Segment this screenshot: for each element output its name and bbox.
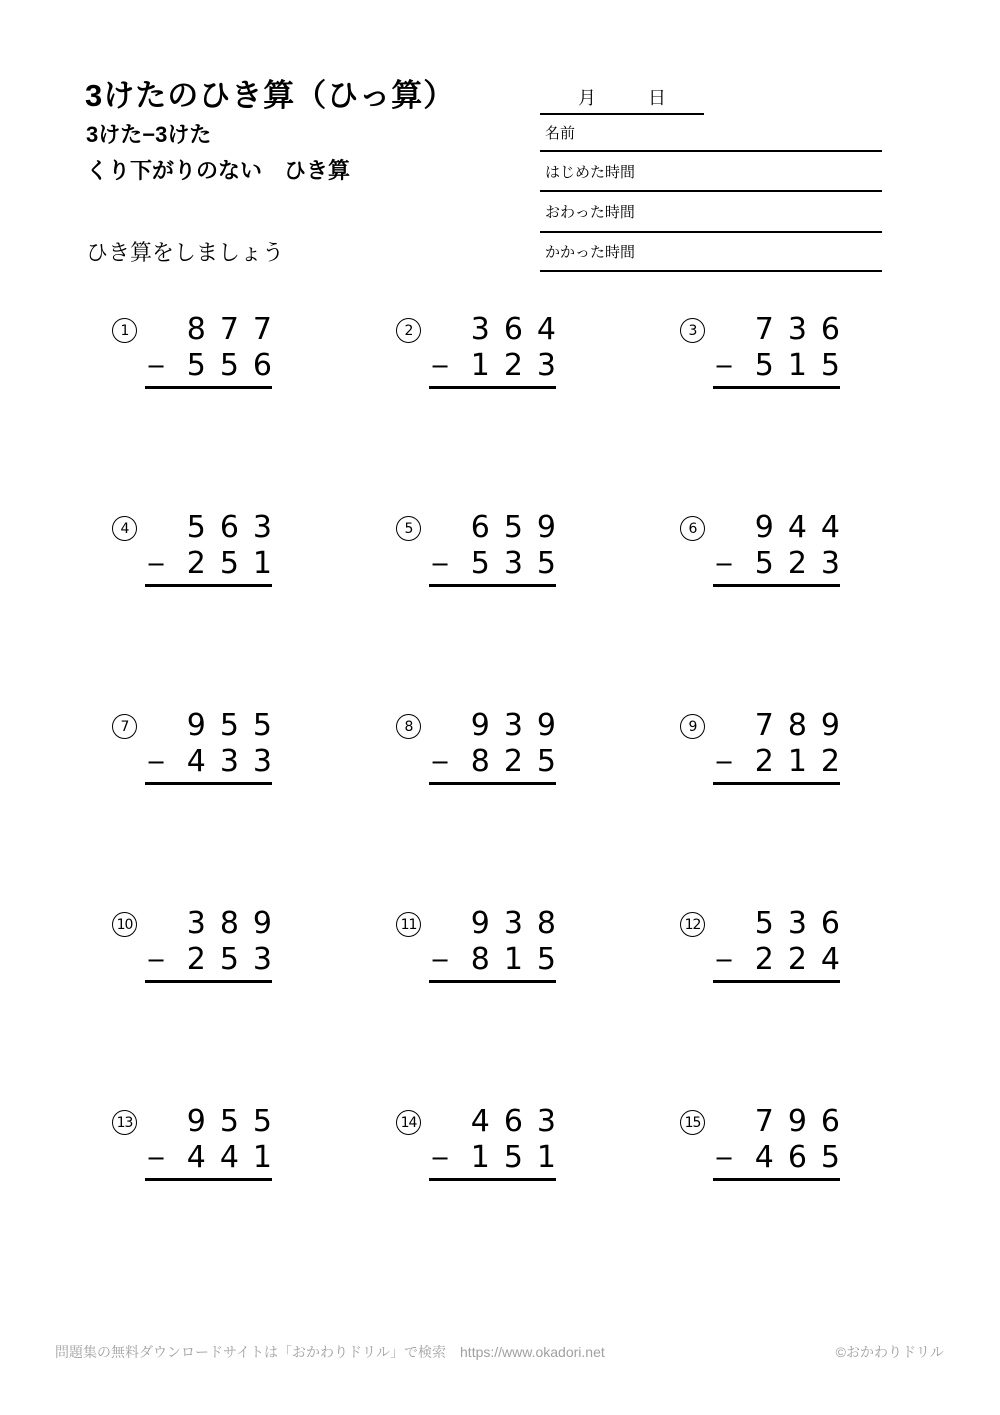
minus-operator: −	[714, 748, 735, 776]
subtrahend: 212	[754, 744, 854, 779]
elapsed-time-label: かかった時間	[545, 244, 636, 261]
problem-number-badge: 8	[396, 714, 421, 739]
problem-cell-9	[674, 708, 958, 906]
minus-operator: −	[146, 946, 167, 974]
minuend: 389	[186, 906, 286, 941]
subtrahend: 224	[754, 942, 854, 977]
worksheet-subtitle-type: くり下がりのない ひき算	[86, 158, 351, 183]
minuend: 877	[186, 312, 286, 347]
minuend: 364	[470, 312, 570, 347]
answer-line	[145, 980, 272, 983]
subtrahend: 556	[186, 348, 286, 383]
subtrahend: 251	[186, 546, 286, 581]
problem-number-badge: 10	[112, 912, 137, 937]
problem-number-badge: 4	[112, 516, 137, 541]
answer-line	[429, 980, 556, 983]
minuend: 955	[186, 1104, 286, 1139]
minus-operator: −	[146, 748, 167, 776]
subtrahend: 123	[470, 348, 570, 383]
answer-line	[429, 1178, 556, 1181]
minuend: 944	[754, 510, 854, 545]
start-time-label: はじめた時間	[545, 163, 636, 181]
subtrahend: 465	[754, 1140, 854, 1175]
problem-number-badge: 13	[112, 1110, 137, 1135]
worksheet-title: 3けたのひき算（ひっ算）	[85, 78, 456, 113]
answer-line	[713, 584, 840, 587]
problem-number-badge: 3	[680, 318, 705, 343]
minuend: 938	[470, 906, 570, 941]
problem-number-badge: 5	[396, 516, 421, 541]
info-box	[540, 80, 882, 272]
problem-cell-5	[390, 510, 674, 708]
problem-number-badge: 15	[680, 1110, 705, 1135]
day-label: 日	[648, 87, 666, 108]
subtrahend: 825	[470, 744, 570, 779]
minuend: 463	[470, 1104, 570, 1139]
subtrahend: 441	[186, 1140, 286, 1175]
minus-operator: −	[714, 1144, 735, 1172]
problem-cell-10	[106, 906, 390, 1104]
problem-cell-15	[674, 1104, 958, 1302]
problem-cell-7	[106, 708, 390, 906]
problem-cell-2	[390, 312, 674, 510]
minuend: 796	[754, 1104, 854, 1139]
minuend: 659	[470, 510, 570, 545]
problem-cell-14	[390, 1104, 674, 1302]
subtrahend: 815	[470, 942, 570, 977]
minus-operator: −	[146, 1144, 167, 1172]
problem-cell-11	[390, 906, 674, 1104]
minuend: 955	[186, 708, 286, 743]
page-footer	[55, 1342, 944, 1362]
answer-line	[713, 386, 840, 389]
end-time-label: おわった時間	[545, 204, 635, 221]
answer-line	[713, 1178, 840, 1181]
answer-line	[145, 1178, 272, 1181]
minuend: 736	[754, 312, 854, 347]
minuend: 939	[470, 708, 570, 743]
answer-line	[713, 980, 840, 983]
problem-number-badge: 9	[680, 714, 705, 739]
problem-cell-13	[106, 1104, 390, 1302]
problem-number-badge: 12	[680, 912, 705, 937]
problem-cell-4	[106, 510, 390, 708]
problem-cell-12	[674, 906, 958, 1104]
problem-cell-3	[674, 312, 958, 510]
elapsed-time-field	[540, 233, 882, 272]
answer-line	[145, 584, 272, 587]
answer-line	[713, 782, 840, 785]
subtrahend: 433	[186, 744, 286, 779]
minus-operator: −	[430, 946, 451, 974]
answer-line	[145, 782, 272, 785]
minus-operator: −	[430, 550, 451, 578]
minus-operator: −	[714, 550, 735, 578]
minus-operator: −	[430, 352, 451, 380]
problem-number-badge: 6	[680, 516, 705, 541]
problem-number-badge: 7	[112, 714, 137, 739]
name-label: 名前	[545, 125, 576, 142]
minus-operator: −	[714, 946, 735, 974]
minus-operator: −	[146, 352, 167, 380]
minuend: 789	[754, 708, 854, 743]
minus-operator: −	[714, 352, 735, 380]
minuend: 536	[754, 906, 854, 941]
minus-operator: −	[430, 1144, 451, 1172]
instruction-text: ひき算をしましょう	[86, 240, 285, 265]
minus-operator: −	[146, 550, 167, 578]
answer-line	[429, 782, 556, 785]
subtrahend: 535	[470, 546, 570, 581]
subtrahend: 253	[186, 942, 286, 977]
problem-cell-6	[674, 510, 958, 708]
subtrahend: 151	[470, 1140, 570, 1175]
footer-site-text: 問題集の無料ダウンロードサイトは「おかわりドリル」で検索 https://www.okadori.net	[55, 1344, 605, 1360]
problem-number-badge: 2	[396, 318, 421, 343]
minus-operator: −	[430, 748, 451, 776]
footer-copyright: ©おかわりドリル	[835, 1344, 944, 1360]
problems-grid	[106, 312, 958, 1302]
answer-line	[429, 584, 556, 587]
problem-number-badge: 14	[396, 1110, 421, 1135]
name-field	[540, 115, 882, 152]
answer-line	[429, 386, 556, 389]
month-label: 月	[578, 87, 596, 108]
subtrahend: 515	[754, 348, 854, 383]
problem-number-badge: 1	[112, 318, 137, 343]
problem-number-badge: 11	[396, 912, 421, 937]
subtrahend: 523	[754, 546, 854, 581]
minuend: 563	[186, 510, 286, 545]
problem-cell-8	[390, 708, 674, 906]
answer-line	[145, 386, 272, 389]
date-field	[540, 80, 704, 115]
end-time-field	[540, 192, 882, 233]
start-time-field	[540, 152, 882, 192]
worksheet-subtitle-digits: 3けた−3けた	[86, 122, 212, 147]
problem-cell-1	[106, 312, 390, 510]
